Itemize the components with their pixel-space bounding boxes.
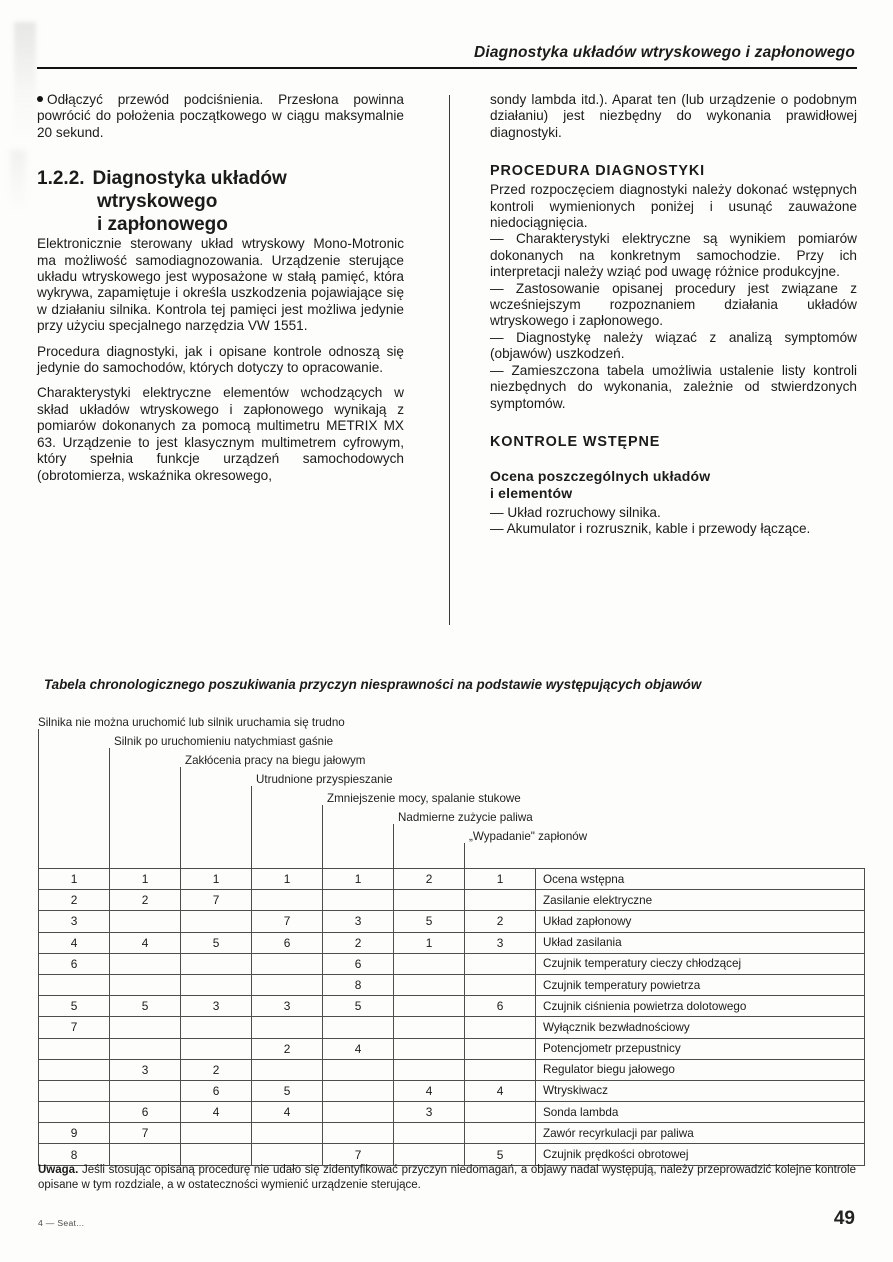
symptom-label-6: Nadmierne zużycie paliwa (398, 811, 533, 824)
footer-signature: 4 — Seat... (38, 1218, 85, 1228)
matrix-cell: 2 (323, 932, 394, 953)
matrix-cell (394, 953, 465, 974)
matrix-row-label: Układ zasilania (536, 932, 865, 953)
subheading-ocena (490, 468, 857, 502)
symptom-label-2: Silnik po uruchomieniu natychmiast gaśnie (114, 735, 334, 748)
matrix-cell (394, 996, 465, 1017)
matrix-cell: 4 (181, 1102, 252, 1123)
matrix-cell (252, 1144, 323, 1165)
matrix-cell: 3 (39, 911, 110, 932)
matrix-cell: 5 (252, 1080, 323, 1101)
matrix-row-label: Czujnik prędkości obrotowej (536, 1144, 865, 1165)
matrix-cell (394, 1038, 465, 1059)
note-label: Uwaga. (38, 1164, 79, 1176)
matrix-cell (252, 974, 323, 995)
matrix-cell (181, 911, 252, 932)
matrix-cell (110, 911, 181, 932)
matrix-cell: 4 (394, 1080, 465, 1101)
bullet-dot-icon (37, 96, 43, 102)
matrix-cell (394, 1059, 465, 1080)
matrix-cell: 6 (39, 953, 110, 974)
matrix-cell: 2 (39, 890, 110, 911)
matrix-cell: 6 (252, 932, 323, 953)
matrix-cell (181, 1144, 252, 1165)
matrix-cell (465, 890, 536, 911)
matrix-cell: 7 (323, 1144, 394, 1165)
matrix-cell: 7 (39, 1017, 110, 1038)
symptom-label-1: Silnika nie można uruchomić lub silnik uruchamia się trudno (38, 716, 345, 729)
ocena-item-1: — Układ rozruchowy silnika. (490, 504, 661, 520)
matrix-cell (181, 974, 252, 995)
table-row (39, 1080, 865, 1101)
matrix-cell (252, 890, 323, 911)
matrix-cell: 6 (110, 1102, 181, 1123)
matrix-cell: 5 (110, 996, 181, 1017)
matrix-cell (39, 974, 110, 995)
matrix-cell: 7 (252, 911, 323, 932)
matrix-cell: 9 (39, 1123, 110, 1144)
matrix-cell (394, 1144, 465, 1165)
matrix-cell: 1 (394, 932, 465, 953)
dash-item-2: — Zastosowanie opisanej procedury jest związane z wcześniejszym rozpoznaniem działania układów wtryskowego i zapłonowego. (490, 280, 857, 329)
matrix-cell: 3 (181, 996, 252, 1017)
matrix-cell: 2 (465, 911, 536, 932)
matrix-cell: 1 (465, 869, 536, 890)
matrix-cell: 3 (465, 932, 536, 953)
matrix-cell (323, 1123, 394, 1144)
matrix-cell: 5 (465, 1144, 536, 1165)
matrix-cell: 4 (110, 932, 181, 953)
procedura-intro: Przed rozpoczęciem diagnostyki należy dokonać wstępnych kontroli wymienionych poniżej i usunąć zauważone niedociągnięcia. (490, 182, 857, 231)
header-rule (37, 67, 857, 69)
matrix-row-label: Wtryskiwacz (536, 1080, 865, 1101)
symptom-label-7: „Wypadanie" zapłonów (469, 830, 588, 843)
symptom-label-4: Utrudnione przyspieszanie (256, 773, 393, 786)
matrix-cell (394, 1017, 465, 1038)
left-paragraph-3: Charakterystyki elektryczne elementów wchodzących w skład układów wtryskowego i zapłonowego wynikają z pomiarów dokonanych za pomocą multimetru METRIX MX 63. Urządzenie to jest klasycznym multimetrem cyfrowym, który spełnia funkcje urządzeń samochodowych (obrotomierza, wskaźnika okresowego, (37, 385, 404, 483)
table-row (39, 953, 865, 974)
matrix-cell (110, 1017, 181, 1038)
matrix-cell: 1 (110, 869, 181, 890)
matrix-row-label: Czujnik temperatury cieczy chłodzącej (536, 953, 865, 974)
matrix-cell (39, 1102, 110, 1123)
matrix-cell: 5 (181, 932, 252, 953)
matrix-cell (110, 953, 181, 974)
table-row (39, 869, 865, 890)
matrix-cell: 3 (252, 996, 323, 1017)
matrix-cell (394, 974, 465, 995)
matrix-cell: 3 (110, 1059, 181, 1080)
matrix-cell (252, 1123, 323, 1144)
matrix-cell (39, 1038, 110, 1059)
left-paragraph-2: Procedura diagnostyki, jak i opisane kontrole odnoszą się jedynie do samochodów, których dotyczy to opracowanie. (37, 343, 404, 376)
matrix-cell (465, 953, 536, 974)
subheading-ocena-line1: Ocena poszczególnych układów (490, 467, 711, 484)
matrix-cell: 3 (394, 1102, 465, 1123)
matrix-cell (39, 1059, 110, 1080)
section-title-line2: wtryskowego (97, 191, 218, 213)
matrix-cell (465, 974, 536, 995)
matrix-cell (323, 1102, 394, 1123)
matrix-row-label: Zawór recyrkulacji par paliwa (536, 1123, 865, 1144)
note-uwaga (38, 1163, 856, 1192)
matrix-row-label: Zasilanie elektryczne (536, 890, 865, 911)
matrix-cell (181, 953, 252, 974)
matrix-cell (465, 1123, 536, 1144)
matrix-cell: 5 (394, 911, 465, 932)
right-column (490, 92, 857, 538)
matrix-cell: 1 (39, 869, 110, 890)
matrix-cell: 1 (323, 869, 394, 890)
matrix-body (39, 869, 865, 1166)
symptom-leader-line-1 (38, 729, 39, 868)
table-row (39, 1102, 865, 1123)
ocena-item-2: — Akumulator i rozrusznik, kable i przewody łączące. (490, 521, 811, 537)
matrix-row-label: Sonda lambda (536, 1102, 865, 1123)
table-row (39, 890, 865, 911)
matrix-cell: 8 (323, 974, 394, 995)
matrix-cell: 2 (110, 890, 181, 911)
bullet-paragraph (37, 92, 404, 141)
matrix-cell (110, 1144, 181, 1165)
running-head-title: Diagnostyka układów wtryskowego i zapłonowego (473, 44, 855, 61)
matrix-cell: 4 (323, 1038, 394, 1059)
table-row (39, 911, 865, 932)
section-title-line1: Diagnostyka układów (92, 168, 287, 190)
matrix-cell: 2 (181, 1059, 252, 1080)
dash-item-4: — Zamieszczona tabela umożliwia ustalenie listy kontroli niezbędnych do wykonania, zależnie od stwierdzonych symptomów. (490, 362, 857, 411)
matrix-cell (465, 1102, 536, 1123)
symptom-label-5: Zmniejszenie mocy, spalanie stukowe (327, 792, 521, 805)
table-row (39, 974, 865, 995)
matrix-cell: 5 (39, 996, 110, 1017)
matrix-row-label: Układ zapłonowy (536, 911, 865, 932)
matrix-cell (323, 890, 394, 911)
matrix-cell: 4 (252, 1102, 323, 1123)
section-title-line3: i zapłonowego (97, 214, 228, 236)
matrix-cell: 3 (323, 911, 394, 932)
matrix-cell (110, 1038, 181, 1059)
symptom-leader-line-3 (180, 767, 181, 868)
section-heading (37, 167, 404, 236)
scan-artifact (14, 22, 36, 140)
matrix-cell (394, 1123, 465, 1144)
symptom-leader-line-5 (322, 805, 323, 868)
matrix-cell (465, 1017, 536, 1038)
heading-kontrole-wstepne: KONTROLE WSTĘPNE (490, 433, 661, 450)
diagnostic-matrix-wrapper (38, 868, 858, 1166)
matrix-row-label: Ocena wstępna (536, 869, 865, 890)
matrix-cell: 1 (252, 869, 323, 890)
matrix-cell (39, 1080, 110, 1101)
left-column (37, 92, 404, 493)
bullet-paragraph-text: Odłączyć przewód podciśnienia. Przesłona powinna powrócić do położenia początkowego w ciągu maksymalnie 20 sekund. (37, 92, 404, 140)
symptom-leader-line-4 (251, 786, 252, 868)
matrix-cell (181, 1017, 252, 1038)
table-row (39, 1017, 865, 1038)
table-caption: Tabela chronologicznego poszukiwania przyczyn niesprawności na podstawie występujących objawów (44, 677, 702, 692)
left-paragraph-1: Elektronicznie sterowany układ wtryskowy Mono-Motronic ma możliwość samodiagnozowania. Urządzenie sterujące układu wtryskowego jest wyposażone w stałą pamięć, która wykrywa, zapamiętuje i określa uszkodzenia pojawiające się w działaniu silnika. Kontrola tej pamięci jest możliwa jedynie przy użyciu specjalnego narzędzia VW 1551. (37, 236, 404, 334)
matrix-cell: 7 (110, 1123, 181, 1144)
subheading-ocena-line2: i elementów (490, 484, 573, 501)
symptom-label-block (38, 716, 858, 868)
two-column-body (37, 92, 857, 637)
matrix-cell (252, 1059, 323, 1080)
symptom-leader-line-2 (109, 748, 110, 868)
matrix-cell (323, 1017, 394, 1038)
matrix-cell (394, 890, 465, 911)
matrix-cell: 4 (465, 1080, 536, 1101)
table-row (39, 1059, 865, 1080)
symptom-label-3: Zakłócenia pracy na biegu jałowym (185, 754, 366, 767)
matrix-cell: 8 (39, 1144, 110, 1165)
diagnostic-matrix-table (38, 868, 865, 1166)
matrix-cell: 2 (252, 1038, 323, 1059)
table-row (39, 1144, 865, 1165)
matrix-cell: 1 (181, 869, 252, 890)
matrix-row-label: Wyłącznik bezwładnościowy (536, 1017, 865, 1038)
section-number: 1.2.2. (37, 168, 85, 190)
matrix-cell: 4 (39, 932, 110, 953)
right-continuation-paragraph: sondy lambda itd.). Aparat ten (lub urządzenie o podobnym działaniu) jest niezbędny do wykonania prawidłowej diagnostyki. (490, 92, 857, 140)
dash-item-3: — Diagnostykę należy wiązać z analizą symptomów (objawów) uszkodzeń. (490, 329, 857, 362)
table-row (39, 996, 865, 1017)
table-row (39, 932, 865, 953)
matrix-cell: 6 (465, 996, 536, 1017)
column-divider (449, 95, 450, 625)
page-number: 49 (833, 1208, 855, 1229)
matrix-cell (252, 953, 323, 974)
heading-procedura-diagnostyki: PROCEDURA DIAGNOSTYKI (490, 163, 706, 180)
matrix-cell (181, 1038, 252, 1059)
matrix-cell: 2 (394, 869, 465, 890)
matrix-cell (110, 1080, 181, 1101)
table-row (39, 1123, 865, 1144)
matrix-row-label: Czujnik ciśnienia powietrza dolotowego (536, 996, 865, 1017)
scan-artifact-secondary (10, 150, 26, 210)
matrix-cell (181, 1123, 252, 1144)
matrix-cell: 6 (323, 953, 394, 974)
matrix-row-label: Regulator biegu jałowego (536, 1059, 865, 1080)
matrix-cell: 7 (181, 890, 252, 911)
symptom-leader-line-6 (393, 824, 394, 868)
matrix-cell (323, 1059, 394, 1080)
matrix-row-label: Potencjometr przepustnicy (536, 1038, 865, 1059)
dash-item-1: — Charakterystyki elektryczne są wynikiem pomiarów dokonanych na konkretnym samochodzie. Przy ich interpretacji należy wziąć pod uwagę różnice produkcyjne. (490, 231, 857, 280)
note-text: Jeśli stosując opisaną procedurę nie udało się zidentyfikować przyczyn niedomagań, a objawy nadal występują, należy przeprowadzić kolejne kontrole opisane w tym rozdziale, a w ostateczności wymienić urządzenie sterujące. (38, 1164, 856, 1191)
running-head (37, 44, 857, 69)
matrix-cell: 5 (323, 996, 394, 1017)
matrix-cell (465, 1059, 536, 1080)
symptom-leader-line-7 (464, 843, 465, 868)
matrix-cell (465, 1038, 536, 1059)
matrix-row-label: Czujnik temperatury powietrza (536, 974, 865, 995)
matrix-cell (252, 1017, 323, 1038)
table-row (39, 1038, 865, 1059)
matrix-cell (110, 974, 181, 995)
matrix-cell (323, 1080, 394, 1101)
matrix-cell: 6 (181, 1080, 252, 1101)
